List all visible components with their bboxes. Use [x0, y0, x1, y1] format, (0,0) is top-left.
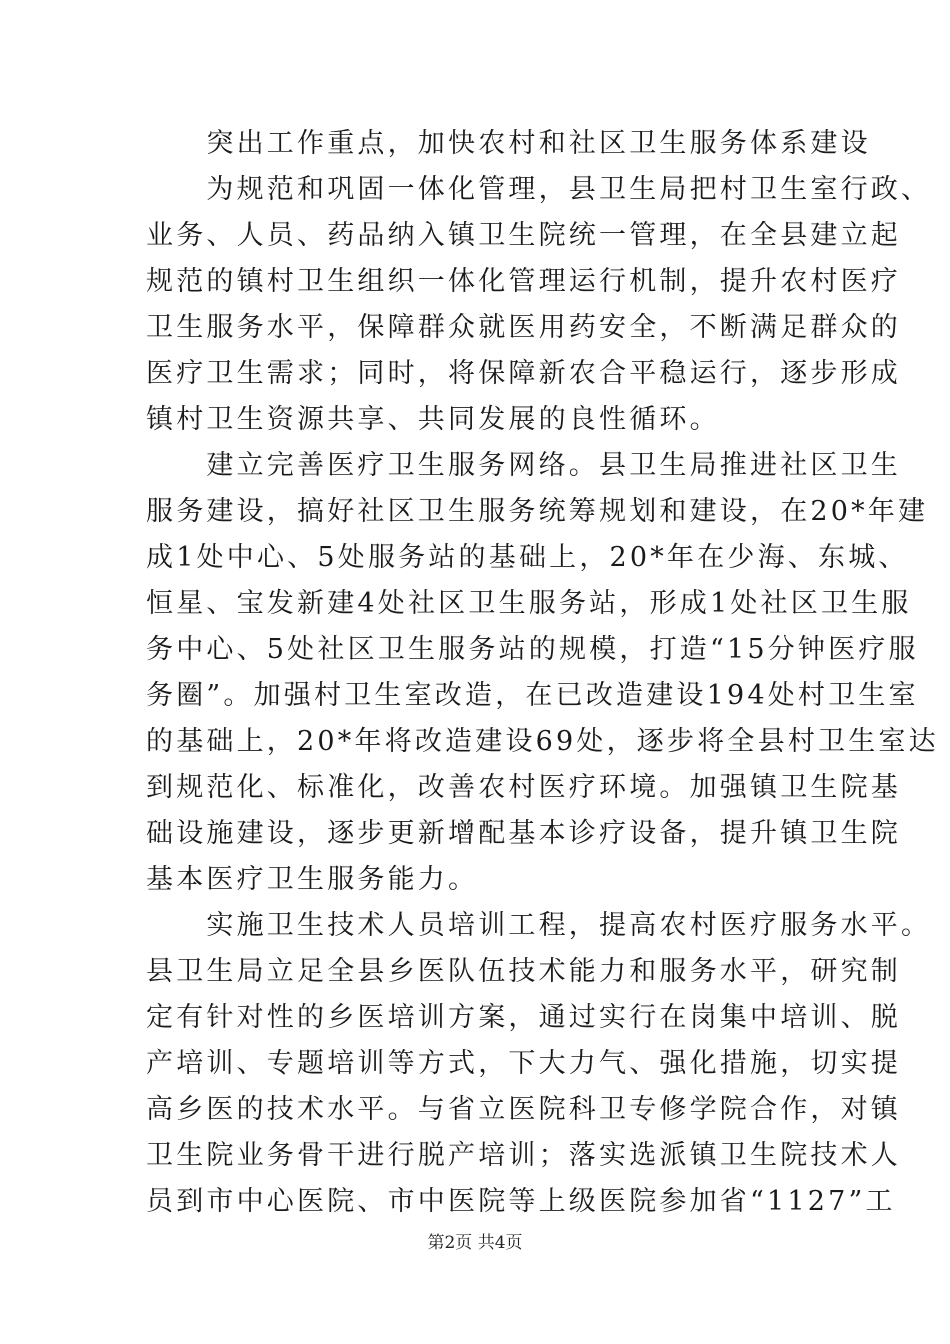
text-line: 医疗卫生需求；同时，将保障新农合平稳运行，逐步形成	[146, 358, 901, 389]
page-footer: 第2页 共4页	[427, 1233, 523, 1253]
text-line: 产培训、专题培训等方式，下大力气、强化措施，切实提	[146, 1048, 901, 1079]
text-line: 务中心、5处社区卫生服务站的规模，打造“15分钟医疗服	[146, 634, 919, 665]
text-line: 定有针对性的乡医培训方案，通过实行在岗集中培训、脱	[146, 1002, 901, 1033]
text-line: 实施卫生技术人员培训工程，提高农村医疗服务水平。	[146, 910, 932, 941]
text-line: 础设施建设，逐步更新增配基本诊疗设备，提升镇卫生院	[146, 818, 901, 849]
text-line: 建立完善医疗卫生服务网络。县卫生局推进社区卫生	[146, 450, 901, 481]
text-line: 到规范化、标准化，改善农村医疗环境。加强镇卫生院基	[146, 772, 901, 803]
text-line: 成1处中心、5处服务站的基础上，20*年在少海、东城、	[146, 542, 909, 573]
text-line: 的基础上，20*年将改造建设69处，逐步将全县村卫生室达	[146, 726, 939, 757]
text-line: 镇村卫生资源共享、共同发展的良性循环。	[146, 404, 720, 435]
text-line: 为规范和巩固一体化管理，县卫生局把村卫生室行政、	[146, 174, 932, 205]
heading-line: 突出工作重点，加快农村和社区卫生服务体系建设	[146, 128, 871, 159]
text-line: 业务、人员、药品纳入镇卫生院统一管理，在全县建立起	[146, 220, 901, 251]
text-line: 卫生院业务骨干进行脱产培训；落实选派镇卫生院技术人	[146, 1140, 901, 1171]
text-line: 高乡医的技术水平。与省立医院科卫专修学院合作，对镇	[146, 1094, 901, 1125]
text-line: 卫生服务水平，保障群众就医用药安全，不断满足群众的	[146, 312, 901, 343]
text-line: 县卫生局立足全县乡医队伍技术能力和服务水平，研究制	[146, 956, 901, 987]
text-line: 恒星、宝发新建4处社区卫生服务站，形成1处社区卫生服	[146, 588, 912, 619]
text-line: 务圈”。加强村卫生室改造，在已改造建设194处村卫生室	[146, 680, 919, 711]
text-line: 基本医疗卫生服务能力。	[146, 864, 479, 895]
text-line: 员到市中心医院、市中医院等上级医院参加省“1127”工	[146, 1186, 896, 1217]
text-line: 服务建设，搞好社区卫生服务统筹规划和建设，在20*年建	[146, 496, 929, 527]
text-line: 规范的镇村卫生组织一体化管理运行机制，提升农村医疗	[146, 266, 901, 297]
